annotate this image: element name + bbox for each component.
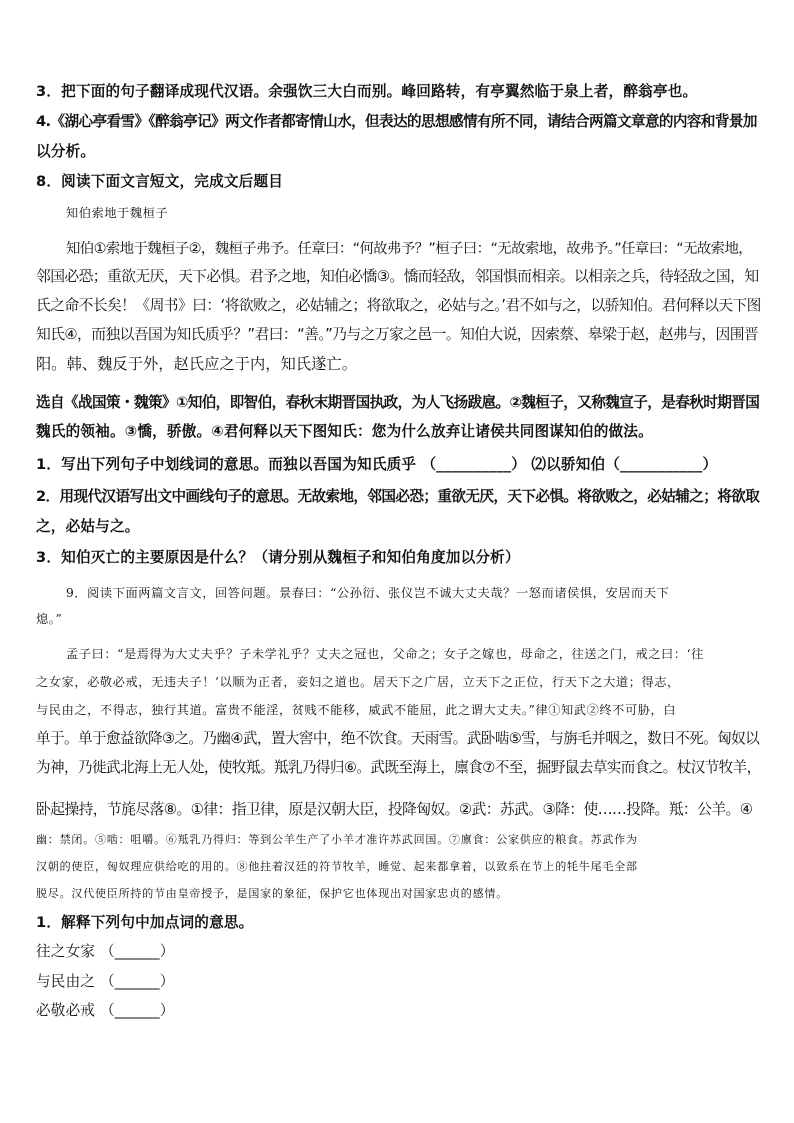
passage-9-line-3: 与民由之，不得志，独行其道。富贵不能淫，贫贱不能移，威武不能屈，此之谓大丈夫。”律①知武②终不可胁，白 xyxy=(36,703,677,717)
passage-8-title: 知伯索地于魏桓子 xyxy=(66,206,169,220)
passage-8-line-4: 知氏④，而独以吾国为知氏质乎？”君曰：“善。”乃与之万家之邑一。知伯大说，因索蔡、皋梁于赵，赵弗与，因围晋 xyxy=(36,326,759,343)
passage-9-line-4: 单于。单于愈益欲降③之。乃幽④武，置大窖中，绝不饮食。天雨雪。武卧啮⑤雪，与旃毛并咽之，数日不死。匈奴以 xyxy=(36,730,760,747)
passage-8-note-2: 魏氏的领袖。③憍，骄傲。④君何释以天下图知氏：您为什么放弃让诸侯共同图谋知伯的做法。 xyxy=(36,423,653,440)
passage-9-note-2: 汉朝的使臣，匈奴理应供给吃的用的。⑧他拄着汉廷的符节牧羊，睡觉、起来都拿着，以致系在节上的牦牛尾毛全部 xyxy=(36,860,638,873)
section-8-heading: 8．阅读下面文言短文，完成文后题目 xyxy=(36,173,284,190)
passage-8-line-2: 邻国必恐；重欲无厌，天下必惧。君予之地，知伯必憍③。憍而轻敌，邻国惧而相亲。以相亲之兵，待轻敌之国，知 xyxy=(36,268,759,285)
passage-8-note-1: 选自《战国策・魏策》①知伯，即智伯，春秋末期晋国执政，为人飞扬跋扈。②魏桓子，又称魏宣子，是春秋时期晋国 xyxy=(36,394,760,411)
question-8-1: 1．写出下列句子中划线词的意思。而独以吾国为知氏质乎 （__________） ⑵以骄知伯（___________） xyxy=(36,456,718,473)
passage-8-line-3: 氏之命不长矣！《周书》曰：‘将欲败之，必姑辅之；将欲取之，必姑与之。’君不如与之，以骄知伯。君何释以天下图 xyxy=(36,297,761,314)
passage-8-line-1: 知伯①索地于魏桓子②，魏桓子弗予。任章曰：“何故弗予？”桓子曰：“无故索地，故弗予。”任章曰：“无故索地， xyxy=(66,241,753,257)
passage-8-line-5: 阳。韩、魏反于外，赵氏应之于内，知氏遂亡。 xyxy=(36,355,358,373)
passage-9-note-1: 幽：禁闭。⑤啮：咀嚼。⑥羝乳乃得归：等到公羊生产了小羊才准许苏武回国。⑦廪食：公家供应的粮食。苏武作为 xyxy=(36,833,638,846)
question-8-3: 3．知伯灭亡的主要原因是什么？（请分别从魏桓子和知伯角度加以分析） xyxy=(36,549,520,566)
question-3-translation: 3．把下面的句子翻译成现代汉语。余强饮三大白而别。峰回路转，有亭翼然临于泉上者，醉翁亭也。 xyxy=(36,83,698,100)
question-4-line-1: 4.《湖心亭看雪》《醉翁亭记》两文作者都寄情山水，但表达的思想感情有所不同，请结合两篇文章意的内容和背景加 xyxy=(36,113,757,130)
question-4-line-2: 以分析。 xyxy=(36,143,96,160)
passage-9-line-5: 为神，乃徙武北海上无人处，使牧羝。羝乳乃得归⑥。武既至海上，廪食⑦不至，掘野鼠去草实而食之。杖汉节牧羊， xyxy=(36,759,761,776)
blank-item-3: 必敬必戒 （______） xyxy=(36,1002,175,1019)
question-9-1: 1．解释下列句中加点词的意思。 xyxy=(36,914,254,931)
passage-9-line-1: 孟子曰：“是焉得为大丈夫乎？子未学礼乎？丈夫之冠也，父命之；女子之嫁也，母命之，往送之门，戒之曰：‘往 xyxy=(66,647,704,661)
blank-item-2: 与民由之 （______） xyxy=(36,973,175,990)
section-9-heading: 9．阅读下面两篇文言文，回答问题。景春曰：“公孙衍、张仪岂不诚大丈夫哉？一怒而诸侯惧，安居而天下 xyxy=(66,586,670,600)
section-9-heading-cont: 熄。” xyxy=(36,612,63,626)
blank-item-1: 往之女家 （______） xyxy=(36,943,175,960)
passage-9-note-3: 脱尽。汉代使臣所持的节由皇帝授予，是国家的象征，保护它也体现出对国家忠贞的感情。 xyxy=(36,887,508,900)
passage-9-line-2: 之女家，必敬必戒，无违夫子！’以顺为正者，妾妇之道也。居天下之广居，立天下之正位，行天下之大道；得志， xyxy=(36,675,680,689)
question-8-2-line-1: 2．用现代汉语写出文中画线句子的意思。无故索地，邻国必恐；重欲无厌，天下必惧。将欲败之，必姑辅之；将欲取 xyxy=(36,488,760,505)
question-8-2-line-2: 之，必姑与之。 xyxy=(36,518,140,535)
passage-9-line-6: 卧起操持，节旄尽落⑧。①律：指卫律，原是汉朝大臣，投降匈奴。②武：苏武。③降：使……投降。羝：公羊。④ xyxy=(36,801,753,818)
